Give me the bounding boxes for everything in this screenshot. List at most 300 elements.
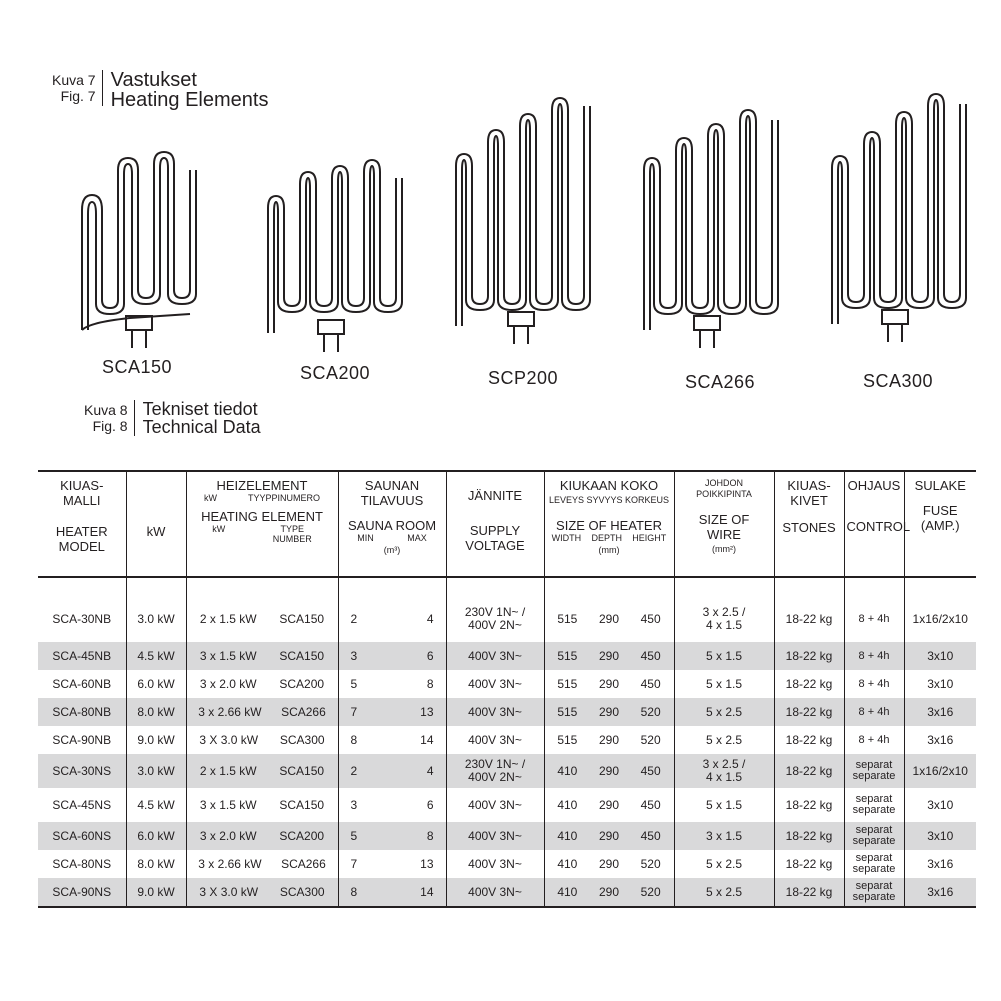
volume-max-value: 14	[420, 732, 434, 747]
volume-max-value: 4	[426, 763, 434, 778]
height-value: 450	[640, 676, 661, 691]
cell-volume	[338, 698, 446, 726]
width-value: 410	[557, 828, 578, 843]
fuse-value: 3x10	[927, 648, 954, 663]
cell-volume	[338, 642, 446, 670]
cell-element	[186, 788, 338, 822]
table-row	[38, 850, 976, 878]
cell-voltage	[446, 726, 544, 754]
control-value: 8 + 4h	[858, 649, 890, 662]
table-row	[38, 670, 976, 698]
header-element-en-type: TYPE NUMBER	[272, 524, 312, 544]
cell-volume	[338, 577, 446, 642]
cell-model	[38, 850, 126, 878]
volume-max-value: 4	[426, 611, 434, 626]
volume-min-value: 3	[350, 648, 358, 663]
header-stones-fi: KIUAS- KIVET	[787, 478, 831, 508]
cell-kw	[126, 788, 186, 822]
height-value: 520	[640, 856, 661, 871]
wire-value: 3 x 1.5	[705, 828, 743, 843]
kw-value: 8.0 kW	[137, 856, 175, 871]
cell-stones	[774, 726, 844, 754]
wire-value: 5 x 2.5	[705, 884, 743, 899]
cell-kw	[126, 726, 186, 754]
cell-wire	[674, 878, 774, 907]
heating-element-scp200	[446, 86, 596, 356]
cell-model	[38, 698, 126, 726]
wire-value: 5 x 1.5	[705, 676, 743, 691]
figure-7-label-en: Fig. 7	[60, 88, 96, 104]
element-kw-value: 3 x 2.66 kW	[198, 704, 262, 719]
volume-max-value: 6	[426, 648, 434, 663]
cell-volume	[338, 822, 446, 850]
table-row	[38, 754, 976, 788]
depth-value: 290	[598, 856, 619, 871]
voltage-value: 400V 3N~	[468, 828, 522, 843]
cell-wire	[674, 726, 774, 754]
volume-min-value: 2	[350, 611, 358, 626]
table-row	[38, 878, 976, 907]
element-type-value: SCA150	[279, 797, 325, 812]
cell-control	[844, 698, 904, 726]
cell-kw	[126, 822, 186, 850]
header-element-en-kw: kW	[212, 524, 226, 534]
wire-value: 5 x 1.5	[705, 797, 743, 812]
header-size-unit: (mm)	[598, 545, 620, 555]
heating-element-sca266	[634, 100, 784, 360]
wire-value: 5 x 1.5	[705, 648, 743, 663]
kw-value: 9.0 kW	[137, 884, 175, 899]
cell-model	[38, 642, 126, 670]
control-value: 8 + 4h	[858, 733, 890, 746]
voltage-value: 400V 3N~	[468, 704, 522, 719]
stones-value: 18-22 kg	[785, 828, 833, 843]
figure-8-title-en: Technical Data	[142, 417, 261, 437]
technical-data-table-wrap	[38, 470, 976, 908]
cell-fuse	[904, 850, 976, 878]
volume-min-value: 7	[350, 704, 358, 719]
kw-value: 3.0 kW	[137, 763, 175, 778]
header-model-fi: KIUAS- MALLI	[60, 478, 104, 508]
height-value: 450	[640, 611, 661, 626]
sca266-drawing	[634, 100, 784, 360]
header-fuse-en: FUSE (AMP.)	[920, 503, 960, 533]
cell-model	[38, 788, 126, 822]
cell-stones	[774, 642, 844, 670]
cell-volume	[338, 670, 446, 698]
cell-element	[186, 670, 338, 698]
control-value: 8 + 4h	[858, 612, 890, 625]
element-label-sca150: SCA150	[102, 357, 173, 377]
header-size-width: WIDTH	[551, 533, 582, 543]
cell-size	[544, 670, 674, 698]
cell-fuse	[904, 878, 976, 907]
element-kw-value: 3 X 3.0 kW	[199, 732, 259, 747]
heating-element-sca200	[258, 148, 418, 358]
cell-model	[38, 670, 126, 698]
header-model-en: HEATER MODEL	[55, 524, 108, 554]
fuse-value: 3x16	[927, 732, 954, 747]
wire-value: 5 x 2.5	[705, 732, 743, 747]
heating-element-sca150	[70, 140, 200, 355]
header-volume-en: SAUNA ROOM	[347, 518, 437, 533]
sca150-drawing	[70, 140, 200, 355]
header-size-en: SIZE OF HEATER	[556, 518, 662, 533]
model-value: SCA-45NB	[52, 648, 112, 663]
height-value: 450	[640, 648, 661, 663]
model-value: SCA-80NS	[52, 856, 112, 871]
cell-element	[186, 754, 338, 788]
figure-7-label-fi: Kuva 7	[52, 72, 96, 88]
element-kw-value: 3 x 2.0 kW	[199, 676, 257, 691]
fuse-value: 3x16	[927, 704, 954, 719]
cell-model	[38, 726, 126, 754]
table-row	[38, 822, 976, 850]
figure-8-label-fi: Kuva 8	[84, 402, 128, 418]
cell-voltage	[446, 670, 544, 698]
figure-8-header	[84, 400, 261, 436]
cell-fuse	[904, 642, 976, 670]
header-element-fi-type: TYYPPINUMERO	[247, 493, 320, 503]
cell-size	[544, 642, 674, 670]
stones-value: 18-22 kg	[785, 797, 833, 812]
control-value: 8 + 4h	[858, 677, 890, 690]
cell-model	[38, 822, 126, 850]
element-type-value: SCA200	[279, 676, 325, 691]
cell-control	[844, 577, 904, 642]
element-kw-value: 3 X 3.0 kW	[199, 884, 259, 899]
header-size-dims	[547, 533, 672, 543]
fuse-value: 1x16/2x10	[912, 611, 968, 626]
cell-voltage	[446, 822, 544, 850]
figure-7-header	[52, 70, 268, 110]
element-kw-value: 3 x 2.0 kW	[199, 828, 257, 843]
depth-value: 290	[598, 797, 619, 812]
volume-max-value: 6	[426, 797, 434, 812]
volume-max-value: 8	[426, 828, 434, 843]
stones-value: 18-22 kg	[785, 676, 833, 691]
model-value: SCA-60NS	[52, 828, 112, 843]
cell-fuse	[904, 698, 976, 726]
depth-value: 290	[598, 676, 619, 691]
cell-stones	[774, 670, 844, 698]
model-value: SCA-45NS	[52, 797, 112, 812]
cell-size	[544, 788, 674, 822]
cell-control	[844, 850, 904, 878]
cell-stones	[774, 577, 844, 642]
figure-7-title-fi: Vastukset	[110, 69, 197, 91]
cell-control	[844, 642, 904, 670]
cell-volume	[338, 788, 446, 822]
header-volume-unit: (m³)	[383, 545, 401, 555]
header-size-height: HEIGHT	[632, 533, 667, 543]
fuse-value: 1x16/2x10	[912, 763, 968, 778]
cell-control	[844, 726, 904, 754]
kw-value: 4.5 kW	[137, 648, 175, 663]
wire-value: 3 x 2.5 / 4 x 1.5	[702, 605, 746, 632]
width-value: 515	[557, 611, 578, 626]
voltage-value: 230V 1N~ / 400V 2N~	[464, 605, 526, 632]
header-fuse	[904, 471, 976, 577]
header-size-depth: DEPTH	[591, 533, 622, 543]
volume-min-value: 5	[350, 676, 358, 691]
cell-size	[544, 577, 674, 642]
element-label-sca300: SCA300	[863, 371, 934, 391]
volume-max-value: 13	[420, 856, 434, 871]
stones-value: 18-22 kg	[785, 856, 833, 871]
voltage-value: 230V 1N~ / 400V 2N~	[464, 757, 526, 784]
element-type-value: SCA150	[279, 648, 325, 663]
cell-size	[544, 850, 674, 878]
cell-stones	[774, 788, 844, 822]
width-value: 515	[557, 732, 578, 747]
element-type-value: SCA266	[281, 704, 326, 719]
height-value: 520	[640, 884, 661, 899]
figure-8-label-en: Fig. 8	[92, 418, 128, 434]
kw-value: 8.0 kW	[137, 704, 175, 719]
model-value: SCA-80NB	[52, 704, 112, 719]
element-kw-value: 3 x 1.5 kW	[199, 648, 257, 663]
cell-voltage	[446, 577, 544, 642]
cell-fuse	[904, 822, 976, 850]
header-supply-voltage	[446, 471, 544, 577]
header-wire-en: SIZE OF WIRE	[698, 512, 750, 542]
element-label-sca200: SCA200	[300, 363, 371, 383]
header-kw-label: kW	[146, 524, 166, 539]
width-value: 515	[557, 704, 578, 719]
depth-value: 290	[598, 732, 619, 747]
height-value: 450	[640, 797, 661, 812]
header-stones	[774, 471, 844, 577]
control-value: separat separate	[852, 793, 896, 816]
cell-size	[544, 754, 674, 788]
element-type-value: SCA266	[281, 856, 326, 871]
element-type-value: SCA150	[279, 763, 325, 778]
figure-8-title	[135, 400, 261, 436]
element-type-value: SCA300	[279, 884, 325, 899]
cell-stones	[774, 878, 844, 907]
table-body	[38, 577, 976, 907]
voltage-value: 400V 3N~	[468, 676, 522, 691]
header-volume-minmax	[341, 533, 444, 543]
cell-fuse	[904, 788, 976, 822]
cell-fuse	[904, 754, 976, 788]
control-value: separat separate	[852, 852, 896, 875]
wire-value: 5 x 2.5	[705, 704, 743, 719]
cell-wire	[674, 642, 774, 670]
header-volume-max: MAX	[407, 533, 427, 543]
cell-size	[544, 878, 674, 907]
width-value: 410	[557, 856, 578, 871]
volume-min-value: 8	[350, 884, 358, 899]
cell-element	[186, 577, 338, 642]
width-value: 515	[557, 676, 578, 691]
header-wire-fi: JOHDON POIKKIPINTA	[696, 478, 752, 499]
wire-value: 3 x 2.5 / 4 x 1.5	[702, 757, 746, 784]
depth-value: 290	[598, 648, 619, 663]
cell-stones	[774, 822, 844, 850]
volume-max-value: 8	[426, 676, 434, 691]
cell-model	[38, 577, 126, 642]
voltage-value: 400V 3N~	[468, 856, 522, 871]
volume-min-value: 8	[350, 732, 358, 747]
cell-kw	[126, 577, 186, 642]
volume-min-value: 2	[350, 763, 358, 778]
cell-kw	[126, 642, 186, 670]
cell-kw	[126, 878, 186, 907]
header-voltage-fi: JÄNNITE	[467, 488, 523, 503]
cell-wire	[674, 822, 774, 850]
cell-volume	[338, 878, 446, 907]
model-value: SCA-90NS	[52, 884, 112, 899]
header-sauna-volume	[338, 471, 446, 577]
kw-value: 4.5 kW	[137, 797, 175, 812]
cell-control	[844, 788, 904, 822]
cell-element	[186, 642, 338, 670]
fuse-value: 3x10	[927, 676, 954, 691]
element-label-scp200: SCP200	[488, 368, 559, 388]
cell-wire	[674, 577, 774, 642]
header-element-fi-sub	[189, 493, 336, 503]
cell-model	[38, 754, 126, 788]
element-type-value: SCA200	[279, 828, 325, 843]
header-element-fi-kw: kW	[203, 493, 217, 503]
model-value: SCA-30NS	[52, 763, 112, 778]
depth-value: 290	[598, 828, 619, 843]
fuse-value: 3x16	[927, 884, 954, 899]
depth-value: 290	[598, 704, 619, 719]
cell-stones	[774, 754, 844, 788]
header-heater-model	[38, 471, 126, 577]
element-label-sca266: SCA266	[685, 372, 756, 392]
voltage-value: 400V 3N~	[468, 732, 522, 747]
height-value: 520	[640, 732, 661, 747]
stones-value: 18-22 kg	[785, 648, 833, 663]
stones-value: 18-22 kg	[785, 884, 833, 899]
cell-volume	[338, 850, 446, 878]
volume-max-value: 13	[420, 704, 434, 719]
table-row	[38, 698, 976, 726]
cell-wire	[674, 698, 774, 726]
kw-value: 9.0 kW	[137, 732, 175, 747]
header-heating-element	[186, 471, 338, 577]
sca200-drawing	[258, 148, 418, 358]
cell-control	[844, 822, 904, 850]
header-control	[844, 471, 911, 577]
fuse-value: 3x10	[927, 828, 954, 843]
header-voltage-en: SUPPLY VOLTAGE	[465, 523, 525, 553]
figure-7-title-en: Heating Elements	[110, 89, 269, 111]
volume-max-value: 14	[420, 884, 434, 899]
width-value: 410	[557, 763, 578, 778]
height-value: 450	[640, 828, 661, 843]
cell-wire	[674, 754, 774, 788]
header-size-of-wire	[674, 471, 774, 577]
control-value: separat separate	[852, 880, 896, 903]
header-size-fi: KIUKAAN KOKO	[559, 478, 659, 493]
model-value: SCA-30NB	[52, 611, 112, 626]
figure-7-label	[52, 70, 103, 106]
cell-voltage	[446, 788, 544, 822]
element-kw-value: 2 x 1.5 kW	[199, 763, 257, 778]
kw-value: 6.0 kW	[137, 676, 175, 691]
fuse-value: 3x16	[927, 856, 954, 871]
depth-value: 290	[598, 763, 619, 778]
figure-7-title	[103, 70, 269, 110]
model-value: SCA-60NB	[52, 676, 112, 691]
table-row	[38, 577, 976, 642]
cell-voltage	[446, 754, 544, 788]
cell-volume	[338, 726, 446, 754]
cell-element	[186, 850, 338, 878]
header-control-fi: OHJAUS	[847, 478, 901, 493]
cell-element	[186, 878, 338, 907]
table-row	[38, 642, 976, 670]
stones-value: 18-22 kg	[785, 704, 833, 719]
cell-wire	[674, 670, 774, 698]
cell-kw	[126, 850, 186, 878]
model-value: SCA-90NB	[52, 732, 112, 747]
technical-data-table	[38, 470, 976, 908]
cell-stones	[774, 850, 844, 878]
depth-value: 290	[598, 884, 619, 899]
element-type-value: SCA300	[279, 732, 325, 747]
cell-wire	[674, 850, 774, 878]
header-fuse-fi: SULAKE	[914, 478, 966, 493]
wire-value: 5 x 2.5	[705, 856, 743, 871]
width-value: 410	[557, 797, 578, 812]
width-value: 515	[557, 648, 578, 663]
control-value: separat separate	[852, 824, 896, 847]
cell-size	[544, 698, 674, 726]
cell-fuse	[904, 670, 976, 698]
element-kw-value: 2 x 1.5 kW	[199, 611, 257, 626]
cell-fuse	[904, 577, 976, 642]
cell-stones	[774, 698, 844, 726]
cell-element	[186, 822, 338, 850]
control-value: 8 + 4h	[858, 705, 890, 718]
voltage-value: 400V 3N~	[468, 797, 522, 812]
kw-value: 3.0 kW	[137, 611, 175, 626]
scp200-drawing	[446, 86, 596, 356]
cell-volume	[338, 754, 446, 788]
figure-8-title-fi: Tekniset tiedot	[142, 399, 258, 419]
volume-min-value: 7	[350, 856, 358, 871]
heating-element-sca300	[822, 84, 972, 354]
cell-control	[844, 878, 904, 907]
stones-value: 18-22 kg	[785, 732, 833, 747]
header-element-en: HEATING ELEMENT	[201, 509, 323, 524]
cell-voltage	[446, 850, 544, 878]
header-wire-unit: (mm²)	[712, 544, 736, 554]
cell-size	[544, 822, 674, 850]
header-stones-en: STONES	[782, 520, 836, 535]
cell-kw	[126, 670, 186, 698]
element-kw-value: 3 x 1.5 kW	[199, 797, 257, 812]
figure-8-label	[84, 400, 135, 436]
header-kw	[126, 471, 186, 577]
header-size-of-heater	[544, 471, 674, 577]
table-row	[38, 788, 976, 822]
cell-voltage	[446, 642, 544, 670]
cell-kw	[126, 754, 186, 788]
cell-element	[186, 698, 338, 726]
cell-control	[844, 754, 904, 788]
voltage-value: 400V 3N~	[468, 884, 522, 899]
height-value: 450	[640, 763, 661, 778]
header-control-en: CONTROL	[846, 519, 911, 534]
cell-size	[544, 726, 674, 754]
